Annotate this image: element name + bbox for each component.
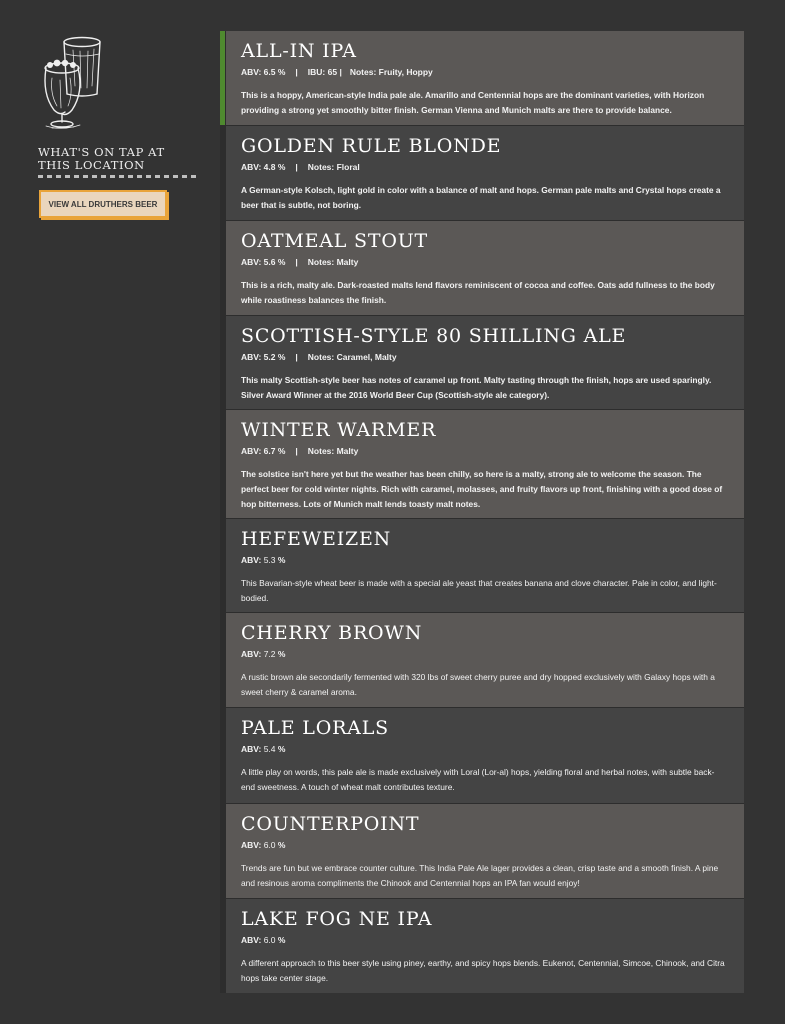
beer-card-scottish-style-ale xyxy=(226,316,744,409)
beer-abv-value: 5.4 xyxy=(263,744,276,754)
desc-line: Silver Award Winner at the 2016 World Beer Cup (Scottish-style ale category). xyxy=(241,390,550,400)
beer-abv-value: 6.0 xyxy=(263,840,276,850)
beer-description xyxy=(241,88,730,118)
desc-line: perfect beer for cold winter nights. Rich with caramel, molasses, and fruity flavors up front, finishing with a good dose of xyxy=(241,484,723,494)
meta-separator: | xyxy=(295,162,298,172)
beer-ibu: IBU: 65 | xyxy=(307,67,342,77)
beer-card-pale-lorals xyxy=(226,708,744,803)
beer-description xyxy=(241,373,730,403)
beer-meta xyxy=(241,446,730,457)
beer-meta xyxy=(241,257,730,268)
beer-name: WINTER WARMER xyxy=(241,419,437,441)
beer-abv-unit: % xyxy=(277,935,286,945)
beer-name: OATMEAL STOUT xyxy=(241,230,428,252)
desc-line: This Bavarian-style wheat beer is made with a special ale yeast that creates banana and clove character. Pale in color, and light- xyxy=(241,578,717,588)
beer-description xyxy=(241,956,730,986)
beer-abv-label: ABV: xyxy=(241,649,262,659)
desc-line: This malty Scottish-style beer has notes of caramel up front. Malty tasting through the finish, hops are used sparingly. xyxy=(241,375,712,385)
meta-separator: | xyxy=(295,446,298,456)
beer-notes: Notes: Fruity, Hoppy xyxy=(349,67,433,77)
beer-meta xyxy=(241,162,730,173)
desc-line: while roastiness balances the finish. xyxy=(241,295,387,305)
beer-abv-label: ABV: xyxy=(241,840,262,850)
beer-menu xyxy=(220,31,744,993)
beer-name: ALL-IN IPA xyxy=(241,40,357,62)
beer-description xyxy=(241,670,730,700)
desc-line: A German-style Kolsch, light gold in color with a balance of malt and hops. German pale malts and Crystal hops create a xyxy=(241,185,721,195)
beer-card-cherry-brown xyxy=(226,613,744,707)
tap-title xyxy=(38,146,203,172)
beer-meta xyxy=(241,352,730,363)
meta-separator: | xyxy=(295,257,298,267)
beer-abv: ABV: 5.6 % xyxy=(241,257,286,267)
beer-card-hefeweizen xyxy=(226,519,744,612)
beer-meta xyxy=(241,555,730,566)
beer-card-winter-warmer xyxy=(226,410,744,518)
title-divider xyxy=(38,175,196,178)
beer-description xyxy=(241,765,730,795)
beer-abv-unit: % xyxy=(277,840,286,850)
beer-meta xyxy=(241,67,730,78)
beer-abv-value: 5.3 xyxy=(263,555,276,565)
beer-description xyxy=(241,467,730,512)
meta-separator: | xyxy=(295,67,298,77)
beer-card-golden-rule-blonde xyxy=(226,126,744,220)
beer-notes: Notes: Malty xyxy=(307,446,359,456)
beer-description xyxy=(241,278,730,308)
beer-meta xyxy=(241,935,730,946)
beer-description xyxy=(241,861,730,891)
beer-abv: ABV: 6.7 % xyxy=(241,446,286,456)
beer-card-lake-fog-ne-ipa xyxy=(226,899,744,993)
beer-notes: Notes: Malty xyxy=(307,257,359,267)
beer-abv: ABV: 4.8 % xyxy=(241,162,286,172)
tap-title-line-1: WHAT'S ON TAP AT xyxy=(38,145,165,159)
sidebar xyxy=(38,34,203,218)
beer-meta xyxy=(241,649,730,660)
beer-abv-value: 6.0 xyxy=(263,935,276,945)
desc-line: A little play on words, this pale ale is made exclusively with Loral (Lor-al) hops, yielding floral and herbal notes, with subtle back- xyxy=(241,767,715,777)
beer-name: HEFEWEIZEN xyxy=(241,528,392,550)
beer-description xyxy=(241,183,730,213)
beer-card-counterpoint xyxy=(226,804,744,898)
desc-line: hops take center stage. xyxy=(241,973,329,983)
beer-card-all-in-ipa xyxy=(226,31,744,125)
desc-line: Trends are fun but we embrace counter culture. This India Pale Ale lager provides a clean, crisp taste and a smooth finish. A pine xyxy=(241,863,719,873)
beer-description xyxy=(241,576,730,606)
desc-line: bodied. xyxy=(241,593,269,603)
beer-notes: Notes: Caramel, Malty xyxy=(307,352,397,362)
beer-name: LAKE FOG NE IPA xyxy=(241,908,433,930)
beer-abv-label: ABV: xyxy=(241,744,262,754)
beer-meta xyxy=(241,840,730,851)
desc-line: This is a hoppy, American-style India pale ale. Amarillo and Centennial hops are the dominant varieties, with Horizon xyxy=(241,90,705,100)
beer-name: GOLDEN RULE BLONDE xyxy=(241,135,502,157)
beer-abv-label: ABV: xyxy=(241,935,262,945)
beer-name: COUNTERPOINT xyxy=(241,813,420,835)
tap-title-line-2: THIS LOCATION xyxy=(38,158,145,172)
desc-line: end sweetness. A touch of wheat malt contributes texture. xyxy=(241,782,455,792)
beer-name: SCOTTISH-STYLE 80 SHILLING ALE xyxy=(241,325,627,347)
beer-card-oatmeal-stout xyxy=(226,221,744,315)
desc-line: beer that is subtle, not boring. xyxy=(241,200,362,210)
beer-notes: Notes: Floral xyxy=(307,162,360,172)
beer-meta xyxy=(241,744,730,755)
beer-abv-unit: % xyxy=(277,649,286,659)
beer-glasses-icon xyxy=(40,34,112,130)
desc-line: sweet cherry & caramel aroma. xyxy=(241,687,357,697)
beer-abv-unit: % xyxy=(277,744,286,754)
desc-line: This is a rich, malty ale. Dark-roasted malts lend flavors reminiscent of cocoa and coffee. Oats add fullness to the body xyxy=(241,280,715,290)
desc-line: A different approach to this beer style using piney, earthy, and spicy hops blends. Eukenot, Centennial, Simcoe, Chinook, and Citra xyxy=(241,958,725,968)
desc-line: The solstice isn't here yet but the weather has been chilly, so here is a malty, strong ale to welcome the season. The xyxy=(241,469,702,479)
beer-name: PALE LORALS xyxy=(241,717,389,739)
desc-line: hop bitterness. Lots of Munich malt lends toasty malt notes. xyxy=(241,499,481,509)
beer-abv: ABV: 5.2 % xyxy=(241,352,286,362)
beer-name: CHERRY BROWN xyxy=(241,622,423,644)
beer-abv-unit: % xyxy=(277,555,286,565)
meta-separator: | xyxy=(295,352,298,362)
desc-line: A rustic brown ale secondarily fermented with 320 lbs of sweet cherry puree and dry hopped exclusively with Galaxy hops with a xyxy=(241,672,715,682)
desc-line: providing a strong yet smoothly bitter finish. German Vienna and Munich malts are there to provide balance. xyxy=(241,105,672,115)
desc-line: and resinous aroma compliments the Chinook and Centennial hops an IPA fan would enjoy! xyxy=(241,878,580,888)
view-all-beer-button[interactable]: VIEW ALL DRUTHERS BEER xyxy=(39,190,167,218)
beer-abv-value: 7.2 xyxy=(263,649,276,659)
accent-bar xyxy=(220,31,225,125)
beer-abv: ABV: 6.5 % xyxy=(241,67,286,77)
beer-abv-label: ABV: xyxy=(241,555,262,565)
